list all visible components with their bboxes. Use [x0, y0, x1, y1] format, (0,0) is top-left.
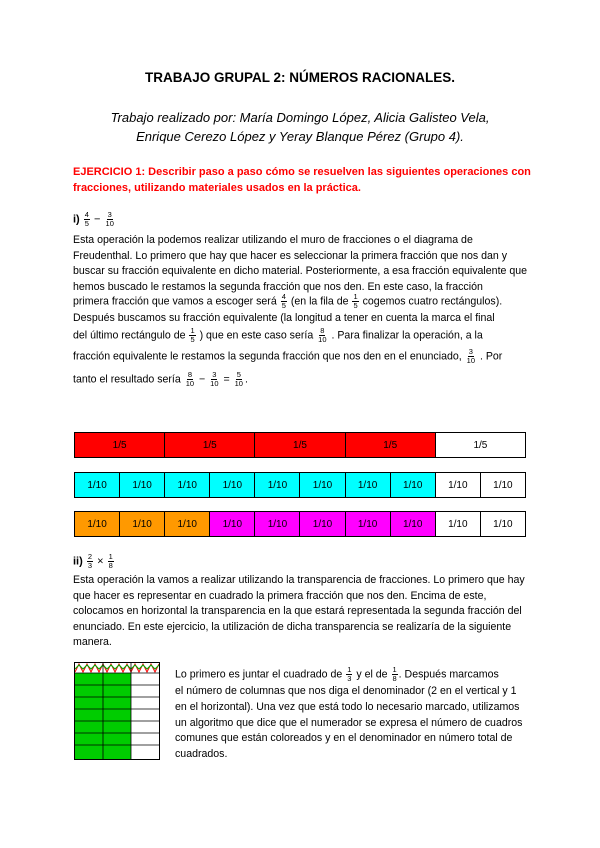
text-line: primera fracción que vamos a escoger será $\frac{4}{5}$ (en la fila de $\frac{1}{5}$ cogemos cuatro rectángulos).: [73, 292, 503, 310]
fraction-cell: 1/10: [120, 473, 165, 497]
authors: [40, 108, 560, 146]
fraction-cell: 1/10: [75, 512, 120, 536]
fraction-cell: 1/10: [481, 512, 525, 536]
fraction: $\frac{1}{8}$: [108, 552, 113, 570]
strip-tenths-b: [74, 511, 526, 537]
fraction-cell: 1/10: [436, 473, 481, 497]
fraction-cell: 1/10: [481, 473, 525, 497]
fraction-cell: 1/5: [165, 433, 255, 457]
exercise-heading: EJERCICIO 1: Describir paso a paso cómo se resuelven las siguientes operaciones con fracciones, utilizando materiales usados en la práctica.: [73, 166, 531, 194]
fraction: $\frac{3}{10}$: [105, 210, 114, 228]
transparency-grid: [74, 662, 160, 760]
op1-sign: −: [94, 213, 101, 226]
fraction-cell: 1/5: [75, 433, 165, 457]
fraction-cell: 1/10: [165, 512, 210, 536]
fraction-cell: 1/5: [436, 433, 525, 457]
op2-side-rest: el número de columnas que nos diga el denominador (2 en el vertical y 1 en el horizontal). Una vez que está todo lo necesario marcado, utilizamos un algoritmo que dice que el numerador se expresa el número de cuadros comunes que están coloreados y en el denominador en número total de cuadrados.: [175, 685, 523, 761]
authors-line-2: Enrique Cerezo López y Yeray Blanque Pérez (Grupo 4).: [136, 129, 464, 144]
fraction-cell: 1/10: [165, 473, 210, 497]
op2-label: ii): [73, 555, 83, 568]
strip-tenths-a: [74, 472, 526, 498]
text-line: fracción equivalente le restamos la segunda fracción que nos den en el enunciado, $\frac{3}{10}$ . Por: [73, 347, 503, 365]
op2-side-text: [175, 666, 530, 763]
op1-label: i): [73, 213, 80, 226]
fraction-cell: 1/10: [75, 473, 120, 497]
fraction-cell: 1/10: [120, 512, 165, 536]
op2-sign: ×: [97, 555, 104, 568]
fraction-cell: 1/10: [436, 512, 481, 536]
fraction-cell: 1/10: [300, 473, 345, 497]
fraction-cell: 1/5: [255, 433, 345, 457]
authors-line-1: Trabajo realizado por: María Domingo López, Alicia Galisteo Vela,: [110, 110, 490, 125]
text-line: Después buscamos su fracción equivalente (la longitud a tener en cuenta la marca el final: [73, 312, 495, 324]
text-line: del último rectángulo de $\frac{1}{5}$ ) que en este caso sería $\frac{8}{10}$ . Para finalizar la operación, a la: [73, 326, 483, 344]
fraction-cell: 1/10: [391, 512, 436, 536]
op1-text-a: Esta operación la podemos realizar utilizando el muro de fracciones o el diagrama de Freudenthal. Lo primero que hay que hacer es seleccionar la primera fracción que nos dan y buscar su fracción equivalente en dicho material. Posteriormente, a esa fracción equivalente que hemos buscado le restamos la segunda fracción que nos den. En este caso, la fracción: [73, 234, 528, 293]
fraction-cell: 1/10: [210, 512, 255, 536]
fraction-cell: 1/10: [255, 512, 300, 536]
fraction: $\frac{4}{5}$: [84, 210, 89, 228]
op2-paragraph: Esta operación la vamos a realizar utilizando la transparencia de fracciones. Lo primero que hay que hacer es representar en cuadrado la primera fracción que nos den. Encima de este, colocamos en horizontal la transparencia en la que estará representada la segunda fracción del enunciado. En este ejercicio, la utilización de dicha transparencia se realizaría de la siguiente manera.: [73, 574, 525, 648]
fraction-cell: 1/10: [255, 473, 300, 497]
fraction-cell: 1/10: [300, 512, 345, 536]
text-line: tanto el resultado sería $\frac{8}{10}$ − $\frac{3}{10}$ = $\frac{5}{10}$ .: [73, 370, 248, 388]
fraction-cell: 1/10: [346, 473, 391, 497]
page-title: TRABAJO GRUPAL 2: NÚMEROS RACIONALES.: [144, 70, 456, 85]
fraction: $\frac{2}{3}$: [87, 552, 93, 570]
strip-fifths: [74, 432, 526, 458]
fraction-cell: 1/10: [210, 473, 255, 497]
operation-1: [73, 211, 116, 228]
op1-paragraph-lines: [73, 293, 531, 388]
operation-2: [73, 553, 115, 570]
grid-drawing: [75, 663, 159, 759]
fraction-cell: 1/10: [346, 512, 391, 536]
op1-paragraph: [73, 233, 531, 295]
fraction-cell: 1/5: [346, 433, 436, 457]
fraction-cell: 1/10: [391, 473, 436, 497]
text-line: Lo primero es juntar el cuadrado de $\frac{1}{3}$ y el de $\frac{1}{8}$ . Después marcamos: [175, 665, 499, 683]
